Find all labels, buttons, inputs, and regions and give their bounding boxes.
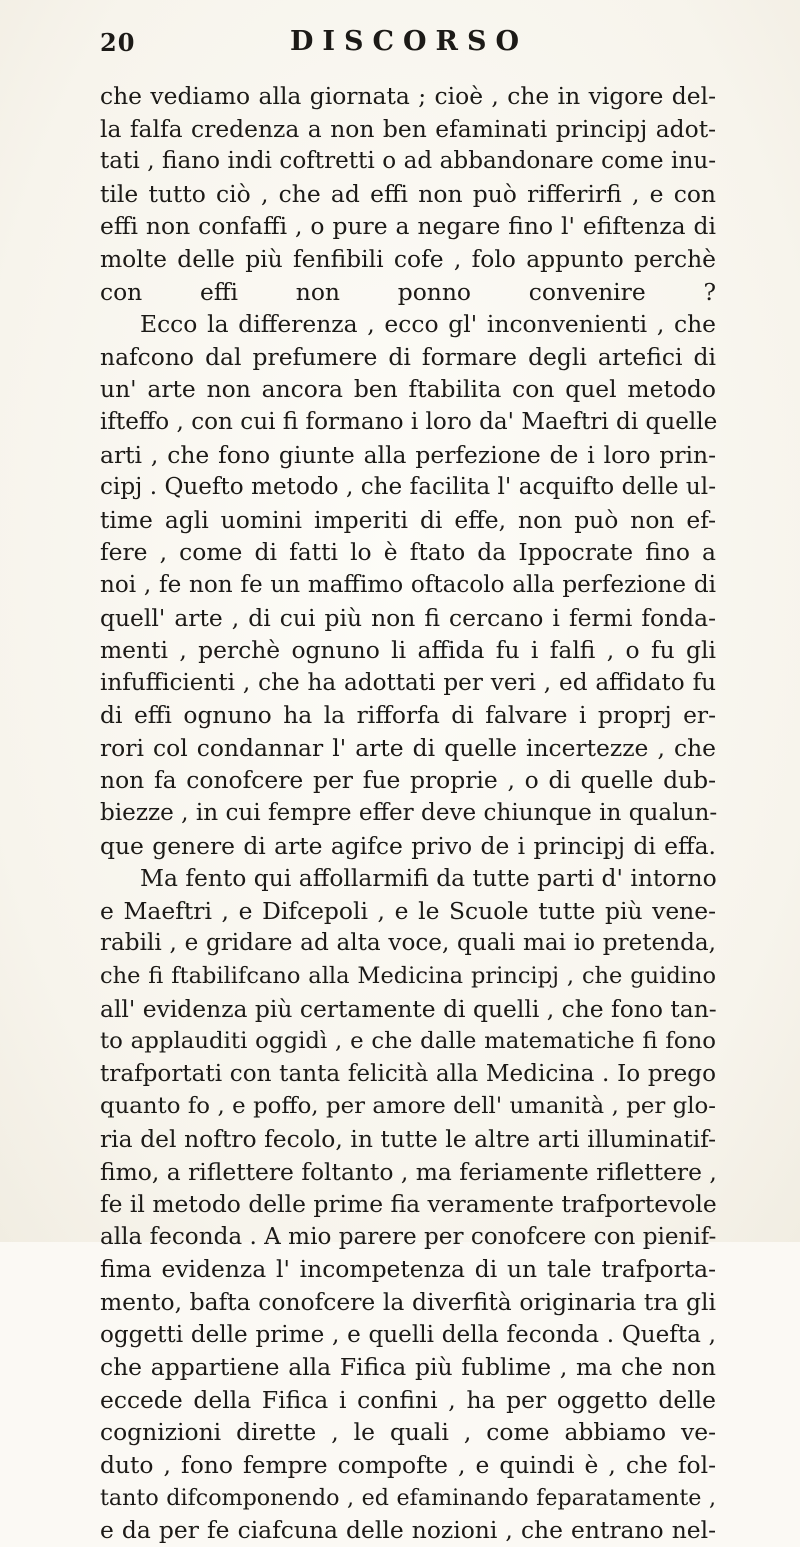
text-line: che vediamo alla giornata ; cioè , che in vigore del-	[100, 82, 716, 110]
text-line: rabili , e gridare ad alta voce, quali mai io pretenda,	[100, 930, 716, 957]
text-line: effi non confaffi , o pure a negare fino l' efiftenza di	[100, 212, 716, 241]
text-line: quell' arte , di cui più non fi cercano i fermi fonda-	[100, 603, 716, 632]
page-number: 20	[100, 28, 136, 57]
text-line: to applauditi oggidì , e che dalle matematiche fi fono	[100, 1028, 716, 1055]
text-line: mento, bafta conofcere la diverfità originaria tra gli	[100, 1287, 716, 1316]
text-line: un' arte non ancora ben ftabilita con quel metodo	[100, 375, 716, 404]
text-line: tanto difcomponendo , ed efaminando feparatamente ,	[100, 1484, 716, 1511]
body-text	[100, 80, 716, 1547]
text-line: e Maeftri , e Difcepoli , e le Scuole tutte più vene-	[100, 896, 716, 925]
text-line: que genere di arte agifce privo de i principj di effa.	[100, 831, 716, 860]
text-line: con effi non ponno convenire ?	[100, 277, 716, 306]
text-line: Ma fento qui affollarmifi da tutte parti d' intorno	[140, 864, 717, 893]
text-line: non fa conofcere per fue proprie , o di quelle dub-	[100, 766, 716, 795]
text-line: time agli uomini imperiti di effe, non può non ef-	[100, 505, 716, 534]
text-line: alla feconda . A mio parere per conofcere con pienif-	[100, 1223, 717, 1250]
text-line: arti , che fono giunte alla perfezione de i loro prin-	[100, 440, 716, 469]
text-line: eccede della Fifica i confini , ha per oggetto delle	[100, 1385, 716, 1414]
text-line: trafportati con tanta felicità alla Medicina . Io prego	[100, 1060, 716, 1087]
text-line: nafcono dal prefumere di formare degli artefici di	[100, 342, 716, 371]
text-line: oggetti delle prime , e quelli della feconda . Quefta ,	[100, 1321, 716, 1348]
text-line: che appartiene alla Fifica più fublime , ma che non	[100, 1353, 716, 1382]
text-line: fe il metodo delle prime fia veramente trafportevole	[100, 1190, 717, 1219]
text-line: Ecco la differenza , ecco gl' inconvenienti , che	[140, 310, 716, 339]
text-line: di effi ognuno ha la rifforfa di falvare i proprj er-	[100, 701, 716, 730]
text-line: menti , perchè ognuno li affida fu i falfi , o fu gli	[100, 636, 716, 665]
text-line: che fi ftabilifcano alla Medicina principj , che guidino	[100, 963, 716, 990]
text-line: cognizioni dirette , le quali , come abbiamo ve-	[100, 1418, 716, 1447]
text-line: fimo, a riflettere foltanto , ma feriamente riflettere ,	[100, 1157, 717, 1186]
text-line: ria del noftro fecolo, in tutte le altre arti illuminatif-	[100, 1125, 716, 1153]
running-head: DISCORSO	[289, 26, 528, 57]
text-line: la falfa credenza a non ben efaminati principj adot-	[100, 114, 716, 143]
text-line: ifteffo , con cui fi formano i loro da' Maeftri di quelle	[100, 408, 718, 435]
page-header	[100, 26, 710, 66]
text-line: infufficienti , che ha adottati per veri , ed affidato fu	[100, 669, 716, 696]
text-line: e da per fe ciafcuna delle nozioni , che entrano nel-	[100, 1516, 716, 1545]
text-line: fima evidenza l' incompetenza di un tale trafporta-	[100, 1255, 716, 1284]
text-line: tile tutto ciò , che ad effi non può rifferirfi , e con	[100, 179, 716, 208]
text-line: tati , fiano indi coftretti o ad abbandonare come inu-	[100, 148, 716, 175]
text-line: cipj . Quefto metodo , che facilita l' acquifto delle ul-	[100, 474, 716, 501]
text-line: molte delle più fenfibili cofe , folo appunto perchè	[100, 244, 716, 273]
text-line: noi , fe non fe un maffimo oftacolo alla perfezione di	[100, 571, 716, 598]
text-line: biezze , in cui fempre effer deve chiunque in qualun-	[100, 800, 718, 827]
text-line: all' evidenza più certamente di quelli , che fono tan-	[100, 994, 717, 1023]
text-line: rori col condannar l' arte di quelle incertezze , che	[100, 733, 716, 762]
text-line: duto , fono fempre compofte , e quindi è , che fol-	[100, 1450, 716, 1479]
text-line: quanto fo , e poffo, per amore dell' umanità , per glo-	[100, 1093, 716, 1120]
text-line: fere , come di fatti lo è ftato da Ippocrate fino a	[100, 538, 716, 567]
